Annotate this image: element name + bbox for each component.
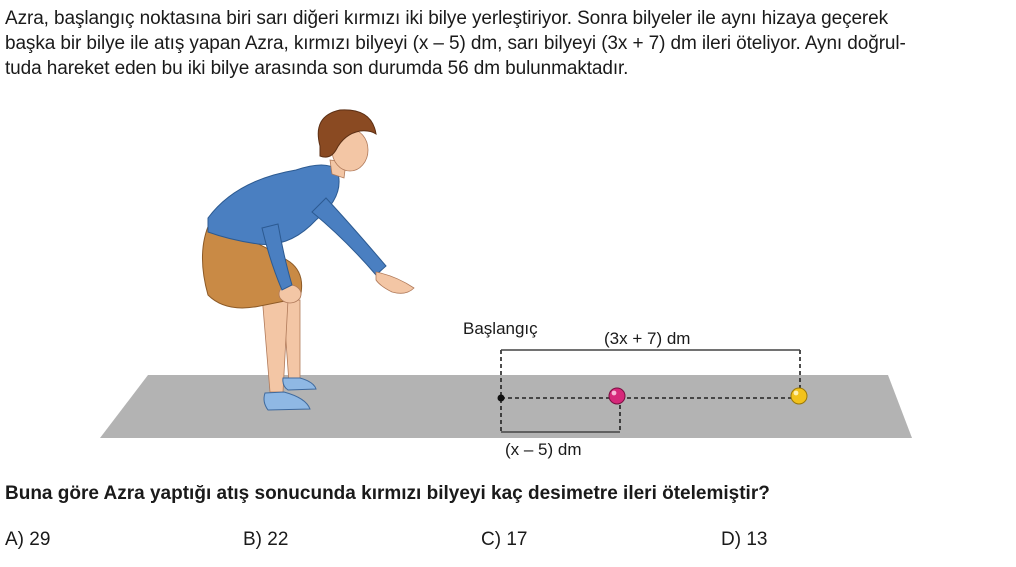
choice-value: 13	[746, 529, 768, 550]
red-marble	[609, 388, 625, 404]
red-distance-label: (x – 5) dm	[505, 440, 582, 459]
problem-text	[5, 6, 1013, 81]
choice-value: 17	[506, 529, 528, 550]
choice-a[interactable]	[5, 529, 50, 551]
question-text: Buna göre Azra yaptığı atış sonucunda kırmızı bilyeyi kaç desimetre ileri ötelemiştir?	[5, 483, 770, 504]
start-point	[498, 395, 505, 402]
choice-label: B)	[243, 529, 262, 550]
floor-strip	[100, 375, 912, 438]
choice-label: C)	[481, 529, 502, 550]
choice-d[interactable]	[721, 529, 767, 551]
girl-illustration	[202, 110, 414, 410]
choice-value: 29	[29, 529, 51, 550]
problem-figure	[0, 100, 1016, 470]
yellow-marble	[791, 388, 807, 404]
problem-line: Azra, başlangıç noktasına biri sarı diğeri kırmızı iki bilye yerleştiriyor. Sonra bilyeler ile aynı hizaya geçerek	[5, 8, 889, 29]
problem-line: tuda hareket eden bu iki bilye arasında son durumda 56 dm bulunmaktadır.	[5, 58, 629, 79]
choice-c[interactable]	[481, 529, 527, 551]
choice-value: 22	[267, 529, 289, 550]
choice-label: D)	[721, 529, 742, 550]
start-label: Başlangıç	[463, 319, 538, 338]
problem-line: başka bir bilye ile atış yapan Azra, kırmızı bilyeyi (x – 5) dm, sarı bilyeyi (3x + 7) dm ileri öteliyor. Aynı doğrul-	[5, 33, 906, 54]
choice-b[interactable]	[243, 529, 288, 551]
choice-label: A)	[5, 529, 24, 550]
yellow-distance-label: (3x + 7) dm	[604, 329, 691, 348]
